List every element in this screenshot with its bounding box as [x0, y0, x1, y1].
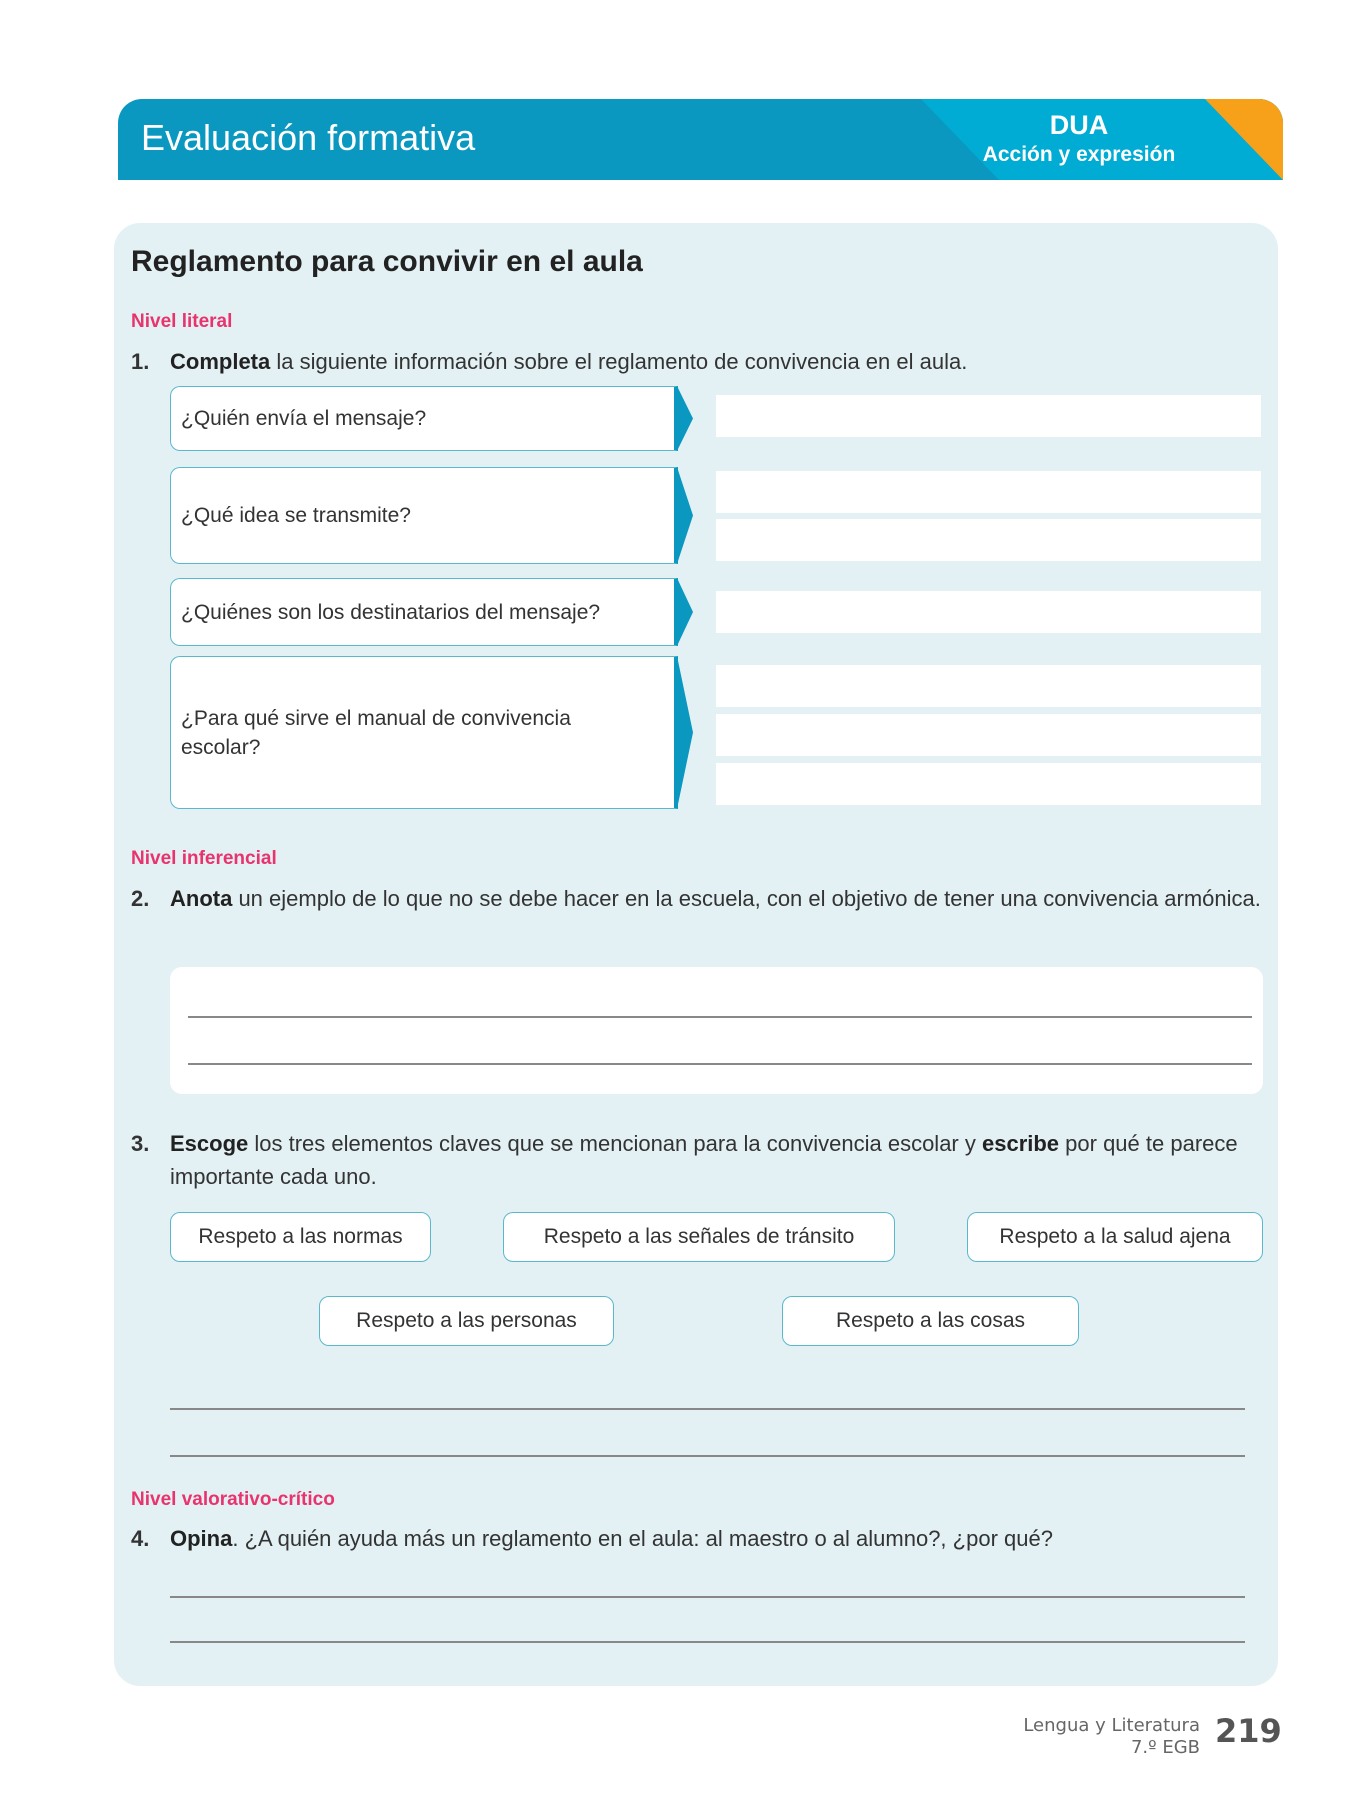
- writing-line: [188, 1063, 1252, 1065]
- q4-verb: Opina: [170, 1526, 233, 1551]
- writing-line[interactable]: [170, 1596, 1245, 1598]
- header-banner: [118, 99, 1283, 180]
- option-traffic-signs[interactable]: Respeto a las señales de tránsito: [503, 1212, 895, 1262]
- q3-text: los tres elementos claves que se mencionan para la convivencia escolar y: [248, 1131, 982, 1156]
- level-critical: Nivel valorativo-crítico: [131, 1489, 335, 1510]
- q2-verb: Anota: [170, 886, 233, 911]
- q2-number: 2.: [131, 886, 150, 911]
- footer-subject: Lengua y Literatura: [1023, 1715, 1200, 1736]
- answer-box-2[interactable]: [170, 967, 1263, 1094]
- writing-line[interactable]: [170, 1641, 1245, 1643]
- answer-line-2a[interactable]: [716, 471, 1261, 513]
- question-2: [131, 882, 1266, 915]
- q3-text2: por qué te parece importante cada uno.: [170, 1131, 1238, 1189]
- prompt-idea: ¿Qué idea se transmite?: [170, 467, 678, 564]
- writing-line[interactable]: [170, 1455, 1245, 1457]
- prompt-sender: ¿Quién envía el mensaje?: [170, 386, 678, 451]
- option-norms[interactable]: Respeto a las normas: [170, 1212, 431, 1262]
- question-3: [131, 1127, 1266, 1193]
- level-inferential: Nivel inferencial: [131, 848, 277, 869]
- header-title: Evaluación formativa: [141, 117, 476, 158]
- answer-line-2b[interactable]: [716, 519, 1261, 561]
- option-things[interactable]: Respeto a las cosas: [782, 1296, 1079, 1346]
- option-health[interactable]: Respeto a la salud ajena: [967, 1212, 1263, 1262]
- q3-verb2: escribe: [981, 1131, 1060, 1156]
- dua-subtitle: Acción y expresión: [982, 143, 1176, 166]
- section-title: Reglamento para convivir en el aula: [131, 245, 643, 278]
- answer-line-3[interactable]: [716, 591, 1261, 633]
- answer-line-4c[interactable]: [716, 763, 1261, 805]
- question-1: [131, 345, 1266, 378]
- q3-number: 3.: [131, 1131, 150, 1156]
- answer-line-1[interactable]: [716, 395, 1261, 437]
- q1-verb: Completa: [170, 349, 271, 374]
- prompt-recipients: ¿Quiénes son los destinatarios del mensaje?: [170, 578, 678, 646]
- writing-line: [188, 1016, 1252, 1018]
- q1-number: 1.: [131, 349, 150, 374]
- q4-number: 4.: [131, 1526, 150, 1551]
- question-4: [131, 1522, 1266, 1555]
- footer-grade: 7.º EGB: [1130, 1737, 1200, 1758]
- answer-line-4b[interactable]: [716, 714, 1261, 756]
- writing-line[interactable]: [170, 1408, 1245, 1410]
- q1-text: la siguiente información sobre el reglamento de convivencia en el aula.: [270, 349, 968, 374]
- option-people[interactable]: Respeto a las personas: [319, 1296, 614, 1346]
- q4-text: . ¿A quién ayuda más un reglamento en el aula: al maestro o al alumno?, ¿por qué?: [232, 1526, 1053, 1551]
- prompt-purpose: ¿Para qué sirve el manual de convivencia escolar?: [170, 656, 678, 809]
- answer-line-4a[interactable]: [716, 665, 1261, 707]
- q3-verb: Escoge: [170, 1131, 249, 1156]
- page-number: 219: [1215, 1712, 1282, 1750]
- level-literal: Nivel literal: [131, 311, 233, 332]
- dua-title: DUA: [1049, 110, 1109, 140]
- q2-text: un ejemplo de lo que no se debe hacer en la escuela, con el objetivo de tener una convivencia armónica.: [232, 886, 1261, 911]
